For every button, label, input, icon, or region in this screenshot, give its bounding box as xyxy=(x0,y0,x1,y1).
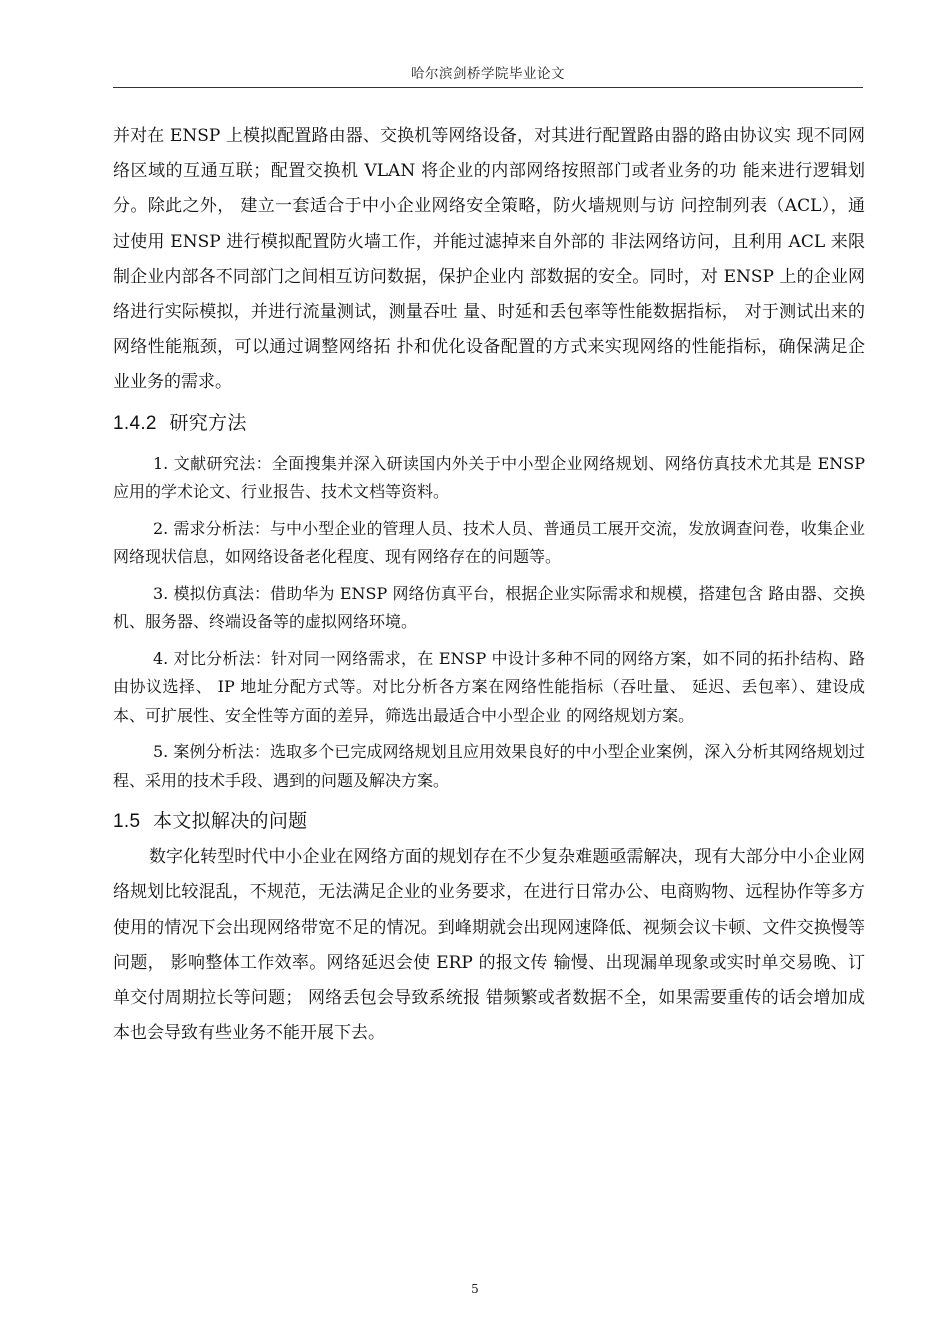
header-rule xyxy=(113,87,863,88)
section-heading-1-4-2 xyxy=(113,405,865,442)
section-number: 1.4.2 xyxy=(113,412,157,434)
page-content xyxy=(113,119,865,1051)
problem-paragraph: 数字化转型时代中小企业在网络方面的规划存在不少复杂难题亟需解决，现有大部分中小企业网络规划比较混乱，不规范，无法满足企业的业务要求，在进行日常办公、电商购物、远程协作等多方使用的情况下会出现网络带宽不足的情况。到峰期就会出现网速降低、视频会议卡顿、文件交换慢等问题， 影响整体工作效率。网络延迟会使 ERP 的报文传 输慢、出现漏单现象或实时单交易晚、订单交付周期拉长等问题； 网络丢包会导致系统报 错频繁或者数据不全，如果需要重传的话会增加成本也会导致有些业务不能开展下去。 xyxy=(113,847,865,1044)
section-title: 研究方法 xyxy=(169,411,247,434)
method-item: 4. 对比分析法：针对同一网络需求，在 ENSP 中设计多种不同的网络方案，如不同的拓扑结构、路由协议选择、 IP 地址分配方式等。对比分析各方案在网络性能指标（吞吐量、 延迟、丢包率）、建设成本、可扩展性、安全性等方面的差异，筛选出最适合中小型企业 的网络规划方案。 xyxy=(113,648,865,725)
section-heading-1-5 xyxy=(113,803,865,840)
method-item: 5. 案例分析法：选取多个已完成网络规划且应用效果良好的中小型企业案例，深入分析其网络规划过程、采用的技术手段、遇到的问题及解决方案。 xyxy=(113,742,865,790)
method-item: 2. 需求分析法：与中小型企业的管理人员、技术人员、普通员工展开交流，发放调查问卷，收集企业网络现状信息，如网络设备老化程度、现有网络存在的问题等。 xyxy=(113,518,865,567)
research-methods-list xyxy=(113,450,865,796)
method-item: 1. 文献研究法：全面搜集并深入研读国内外关于中小型企业网络规划、网络仿真技术尤其是 ENSP 应用的学术论文、行业报告、技术文档等资料。 xyxy=(113,453,865,502)
section-number: 1.5 xyxy=(113,811,141,833)
section-title: 本文拟解决的问题 xyxy=(153,810,308,833)
method-item: 3. 模拟仿真法：借助华为 ENSP 网络仿真平台，根据企业实际需求和规模，搭建包含 路由器、交换机、服务器、终端设备等的虚拟网络环境。 xyxy=(113,583,865,632)
running-header: 哈尔滨剑桥学院毕业论文 xyxy=(411,66,565,82)
page-number: 5 xyxy=(471,1282,479,1296)
intro-paragraph: 并对在 ENSP 上模拟配置路由器、交换机等网络设备，对其进行配置路由器的路由协议实 现不同网络区域的互通互联；配置交换机 VLAN 将企业的内部网络按照部门或者业务的功 能来进行逻辑划分。除此之外， 建立一套适合于中小企业网络安全策略，防火墙规则与访 问控制列表（ACL），通过使用 ENSP 进行模拟配置防火墙工作，并能过滤掉来自外部的 非法网络访问，且利用 ACL 来限制企业内部各不同部门之间相互访问数据，保护企业内 部数据的安全。同时，对 ENSP 上的企业网络进行实际模拟，并进行流量测试，测量吞吐 量、时延和丢包率等性能数据指标， 对于测试出来的网络性能瓶颈，可以通过调整网络拓 扑和优化设备配置的方式来实现网络的性能指标，确保满足企业业务的需求。 xyxy=(113,126,865,393)
